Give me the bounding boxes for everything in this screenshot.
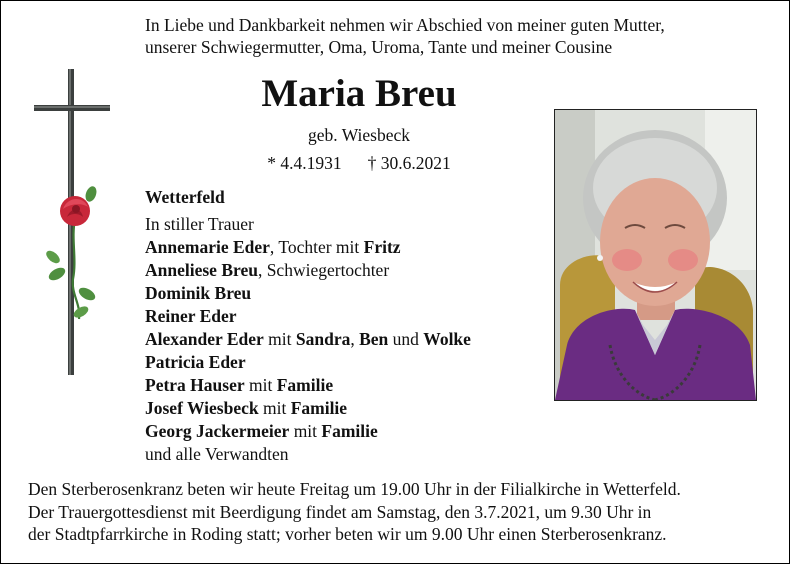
mourner-name: Georg Jackermeier — [145, 421, 290, 441]
service-line: Der Trauergottesdienst mit Beerdigung findet am Samstag, den 3.7.2021, um 9.30 Uhr in — [28, 501, 652, 522]
mourner-text: mit — [258, 398, 291, 418]
hometown: Wetterfeld — [145, 187, 225, 207]
service-info — [28, 478, 778, 546]
service-line: der Stadtpfarrkirche in Roding statt; vorher beten wir um 9.00 Uhr einen Sterberosenkranz. — [28, 524, 667, 544]
mourner-line — [145, 397, 471, 420]
birth-date: * 4.4.1931 — [267, 153, 342, 173]
mourner-name: Familie — [276, 375, 334, 395]
deceased-name: Maria Breu — [261, 72, 457, 115]
maiden-name: geb. Wiesbeck — [308, 125, 410, 145]
mourner-name: Annemarie Eder — [145, 237, 270, 257]
death-date: † 30.6.2021 — [367, 153, 451, 173]
mourner-text: mit — [263, 329, 296, 349]
mourner-line — [145, 282, 471, 305]
mourner-text: und alle Verwandten — [145, 444, 289, 464]
mourner-name: Familie — [290, 398, 348, 418]
mourner-text: und — [388, 329, 424, 349]
mourner-name: Anneliese Breu — [145, 260, 258, 280]
mourner-text: mit — [289, 421, 322, 441]
mourner-line — [145, 259, 471, 282]
mourners-list — [145, 213, 471, 466]
mourner-name: Ben — [359, 329, 389, 349]
mourner-name: Wolke — [423, 329, 471, 349]
mourner-line — [145, 374, 471, 397]
mourner-line — [145, 351, 471, 374]
mourner-name: Fritz — [363, 237, 401, 257]
mourner-name: Petra Hauser — [145, 375, 245, 395]
mourner-name: Josef Wiesbeck — [145, 398, 259, 418]
mourner-name: Dominik Breu — [145, 283, 252, 303]
mourner-lines — [145, 236, 471, 466]
mourner-line — [145, 420, 471, 443]
mourner-name: Patricia Eder — [145, 352, 246, 372]
mourner-line — [145, 305, 471, 328]
mourner-text: , Tochter mit — [269, 237, 364, 257]
mourner-text: mit — [244, 375, 277, 395]
mourner-name: Alexander Eder — [145, 329, 264, 349]
service-line: Den Sterberosenkranz beten wir heute Freitag um 19.00 Uhr in der Filialkirche in Wetterfeld. — [28, 479, 681, 499]
mourner-name: Familie — [321, 421, 378, 441]
mourner-name: Reiner Eder — [145, 306, 237, 326]
mourner-name: Sandra — [295, 329, 351, 349]
intro-line: In Liebe und Dankbarkeit nehmen wir Abschied von meiner guten Mutter, — [145, 15, 665, 35]
mourner-text: , Schwiegertochter — [257, 260, 390, 280]
intro-line: unserer Schwiegermutter, Oma, Uroma, Tante und meiner Cousine — [145, 37, 613, 57]
intro-text — [145, 14, 765, 58]
mourner-line — [145, 236, 471, 259]
mourners-heading: In stiller Trauer — [145, 214, 254, 234]
mourner-text: , — [350, 329, 360, 349]
portrait-photo — [554, 109, 757, 401]
mourner-line — [145, 328, 471, 351]
mourner-line — [145, 443, 471, 466]
